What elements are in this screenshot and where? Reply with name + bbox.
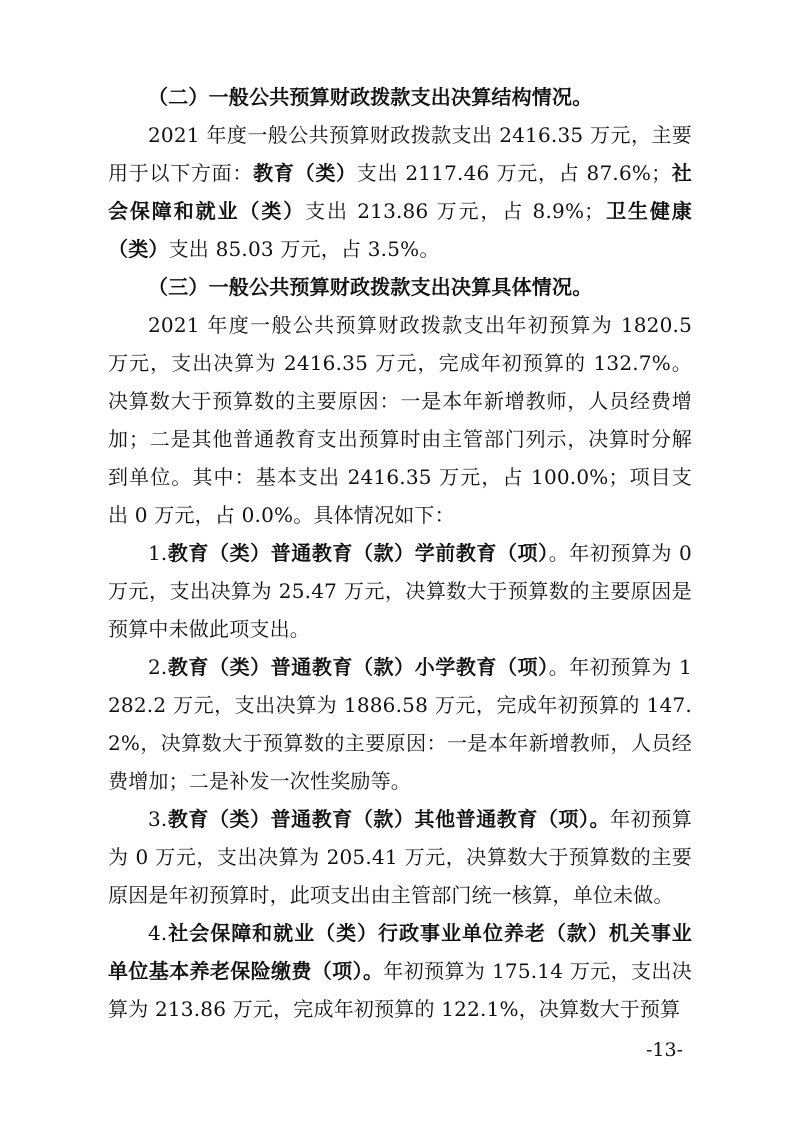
section-heading-2: （二）一般公共预算财政拨款支出决算结构情况。: [148, 85, 593, 109]
item-text: 年初预算为 175.14 万元，支出决算为 213.86 万元，完成年初预算的 122.1%，决算数大于预算: [108, 959, 692, 1021]
item-title: 社会保障和就业（类）行政事业单位养老（款）机关事业单位基本养老保险缴费（项）。: [108, 921, 692, 983]
item-text: 。年初预算为 0 万元，支出决算为 25.47 万元，决算数大于预算数的主要原因是预算中未做此项支出。: [108, 541, 692, 641]
item-paragraph-3: [108, 800, 692, 914]
item-paragraph-1: [108, 534, 692, 648]
bold-run: 社会保障和就业（类）: [108, 161, 693, 223]
item-paragraph-4: [108, 914, 692, 1028]
item-number: 3.: [148, 807, 168, 831]
text-run: 支出 85.03 万元，占 3.5%。: [168, 237, 440, 261]
text-run: 支出 2117.46 万元，占 87.6%；: [356, 161, 672, 185]
text-run: 2021 年度一般公共预算财政拨款支出 2416.35 万元，主要用于以下方面：: [108, 123, 692, 185]
bold-run: 教育（类）: [253, 161, 357, 185]
item-text: 年初预算为 0 万元，支出决算为 205.41 万元，决算数大于预算数的主要原因是年初预算时，此项支出由主管部门统一核算，单位未做。: [108, 807, 692, 907]
item-number: 1.: [148, 541, 168, 565]
item-paragraph-2: [108, 648, 692, 800]
item-title: 教育（类）普通教育（款）其他普通教育（项）。: [167, 807, 611, 831]
bold-run: 卫生健康（类）: [108, 199, 692, 261]
text-run: 支出 213.86 万元，占 8.9%；: [305, 199, 605, 223]
item-number: 4.: [148, 921, 168, 945]
page-number: -13-: [646, 1039, 684, 1061]
item-title: 教育（类）普通教育（款）小学教育（项）: [167, 655, 549, 679]
item-text: 。年初预算为 1282.2 万元，支出决算为 1886.58 万元，完成年初预算的 147.2%，决算数大于预算数的主要原因：一是本年新增教师，人员经费增加；二是补发一次性奖励等。: [108, 655, 692, 793]
item-title: 教育（类）普通教育（款）学前教育（项）: [167, 541, 549, 565]
paragraph-structure: [108, 116, 692, 268]
item-number: 2.: [148, 655, 168, 679]
document-body: [108, 78, 692, 1028]
paragraph-details: 2021 年度一般公共预算财政拨款支出年初预算为 1820.5 万元，支出决算为 2416.35 万元，完成年初预算的 132.7%。决算数大于预算数的主要原因：一是本年新增教师，人员经费增加；二是其他普通教育支出预算时由主管部门列示，决算时分解到单位。其中：基本支出 2416.35 万元，占 100.0%；项目支出 0 万元，占 0.0%。具体情况如下：: [108, 313, 692, 527]
section-heading-3: （三）一般公共预算财政拨款支出决算具体情况。: [148, 275, 593, 299]
